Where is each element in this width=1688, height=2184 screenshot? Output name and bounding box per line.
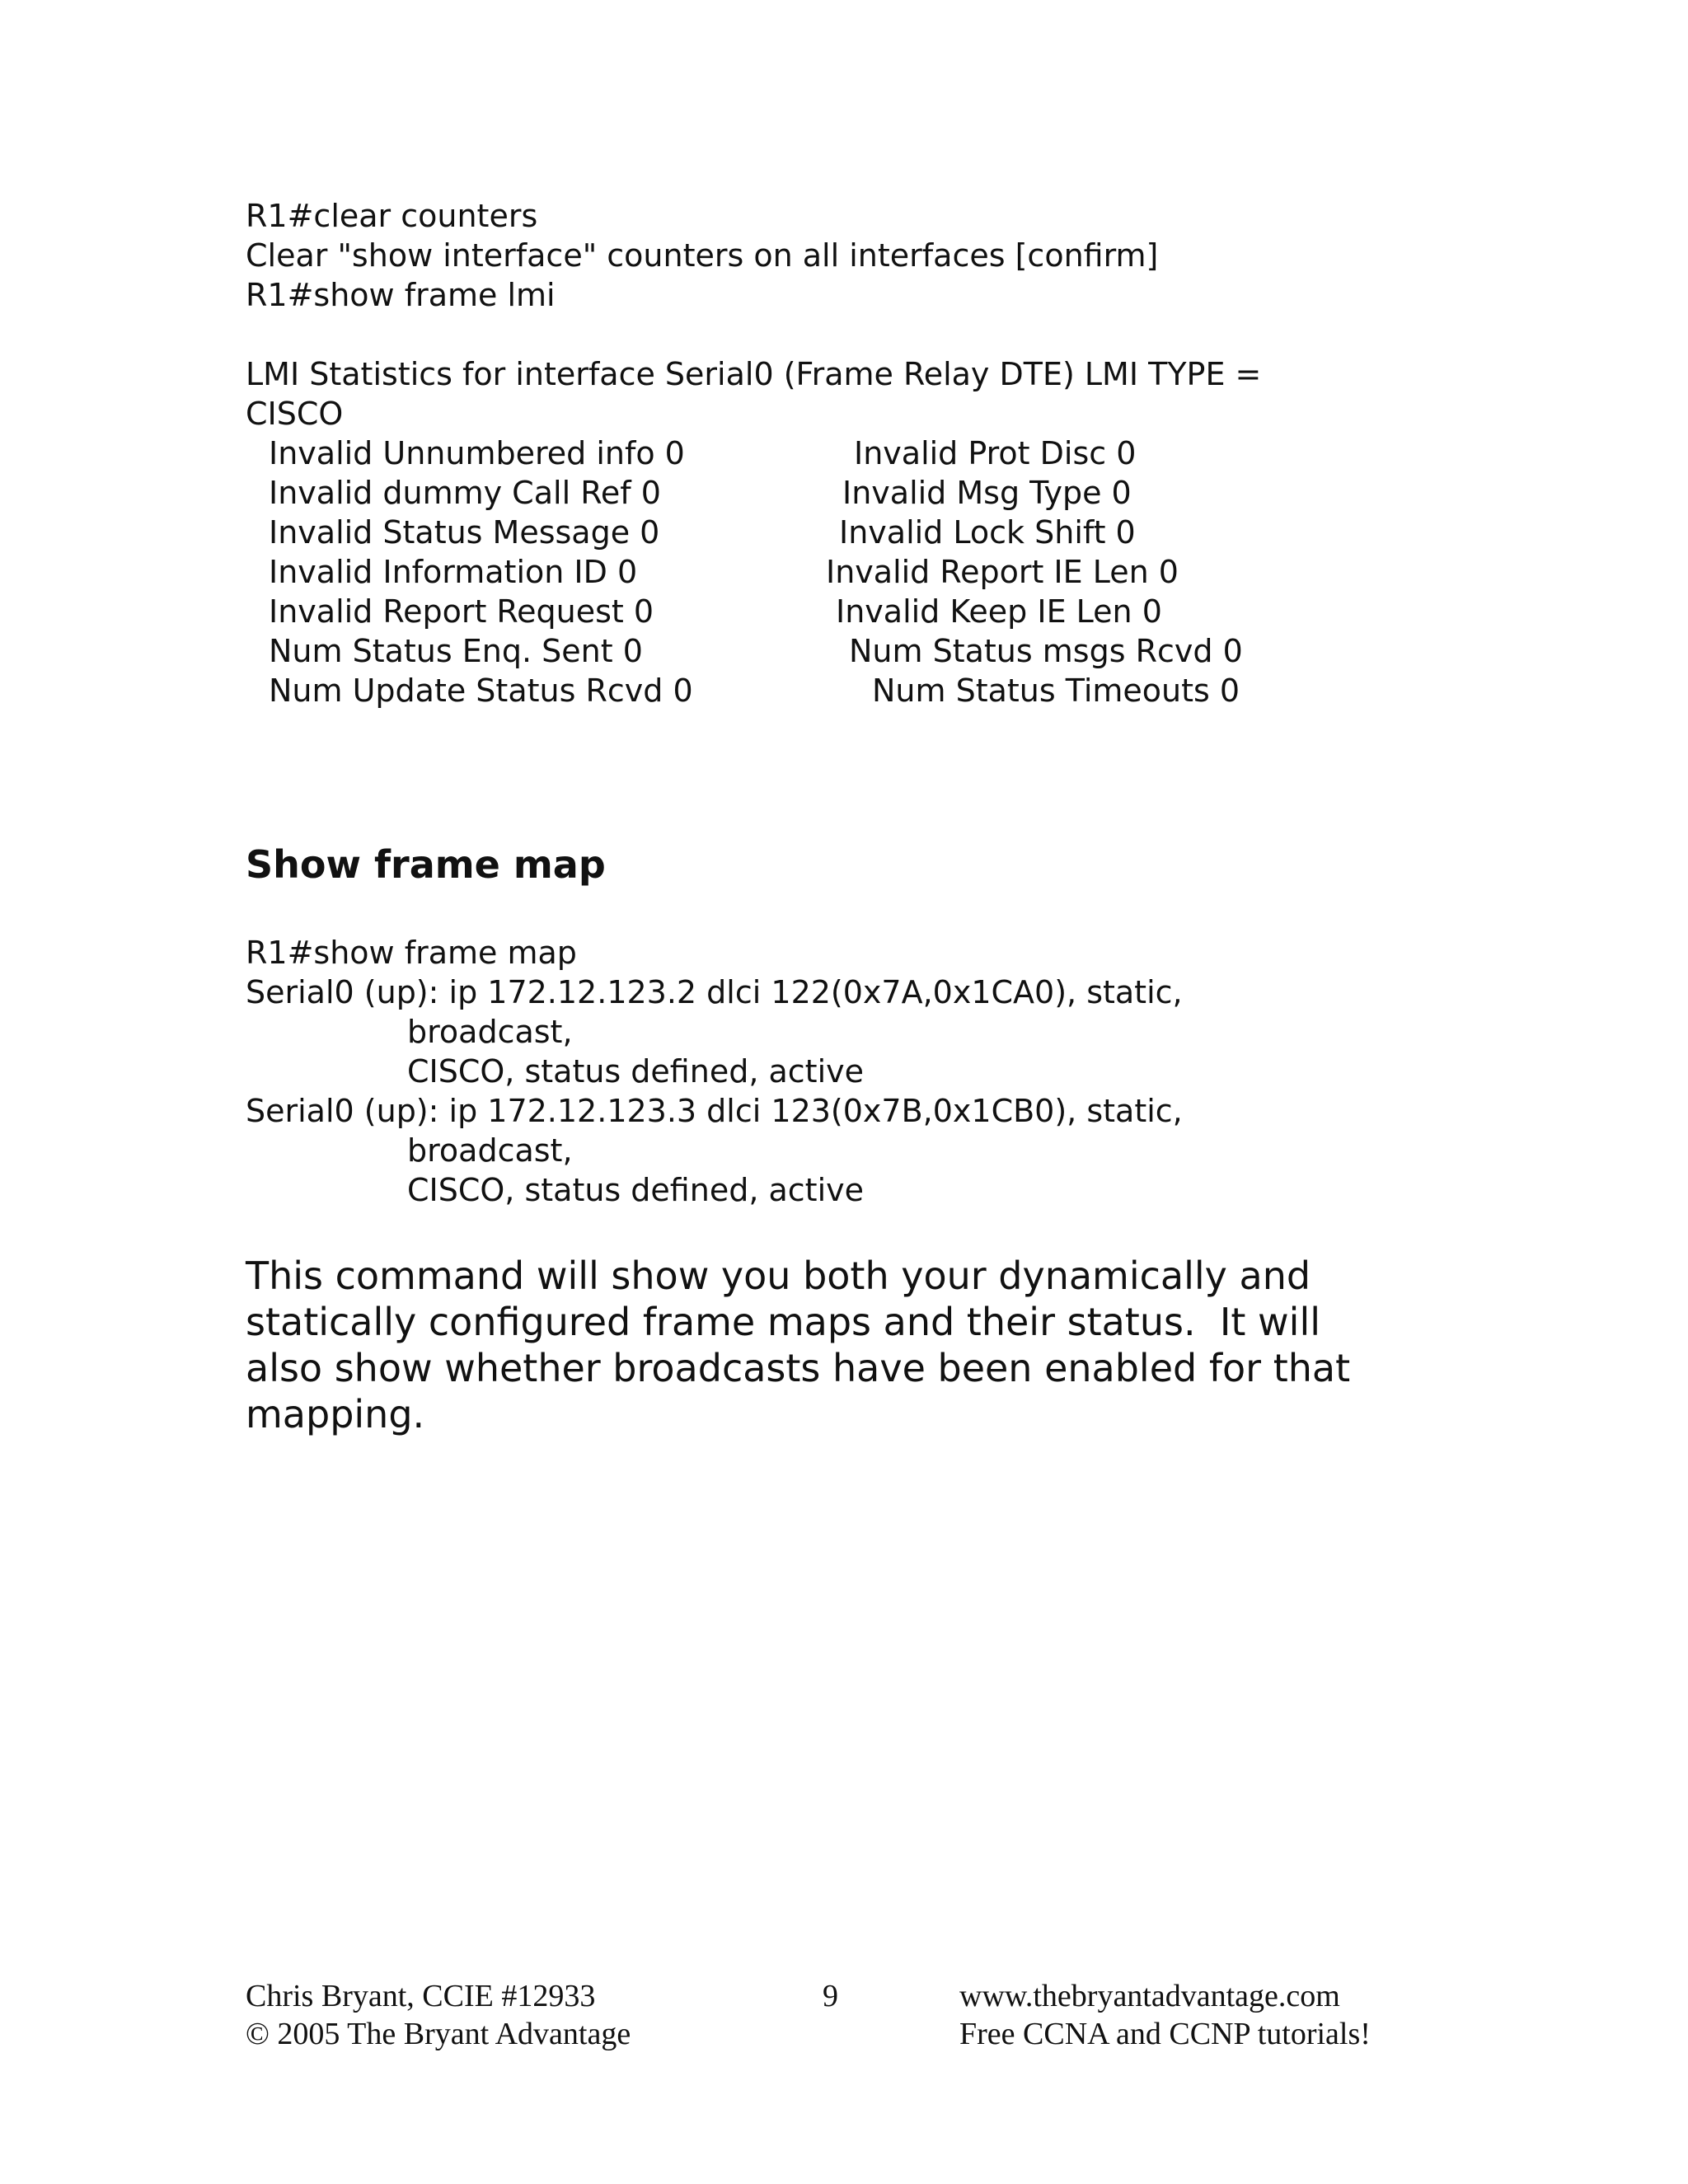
lmi-stat-left: Num Update Status Rcvd 0 [269, 673, 693, 709]
footer-copyright: © 2005 The Bryant Advantage [246, 2017, 631, 2051]
paragraph-line: statically configured frame maps and their status. It will [246, 1300, 1321, 1344]
lmi-stat-right: Invalid Keep IE Len 0 [836, 593, 1162, 630]
lmi-stat-right: Num Status msgs Rcvd 0 [849, 633, 1243, 669]
command-show-frame-lmi: R1#show frame lmi [246, 277, 556, 313]
page-number: 9 [823, 1979, 838, 2013]
lmi-stat-left: Invalid Unnumbered info 0 [269, 435, 685, 471]
section-heading: Show frame map [246, 842, 606, 887]
lmi-stat-left: Num Status Enq. Sent 0 [269, 633, 643, 669]
frame-map-entry-detail: broadcast, [407, 1132, 573, 1169]
footer-website: www.thebryantadvantage.com [959, 1979, 1340, 2013]
lmi-stat-right: Num Status Timeouts 0 [872, 673, 1240, 709]
lmi-stat-right: Invalid Report IE Len 0 [826, 554, 1179, 590]
frame-map-entry-status: CISCO, status defined, active [407, 1053, 864, 1090]
footer-author: Chris Bryant, CCIE #12933 [246, 1979, 596, 2013]
frame-map-entry-status: CISCO, status defined, active [407, 1172, 864, 1208]
lmi-stat-right: Invalid Msg Type 0 [842, 475, 1132, 511]
lmi-stat-left: Invalid Information ID 0 [269, 554, 638, 590]
footer-tagline: Free CCNA and CCNP tutorials! [959, 2017, 1371, 2051]
command-clear-counters: R1#clear counters [246, 198, 538, 234]
lmi-stat-left: Invalid Status Message 0 [269, 514, 660, 551]
lmi-header-line-2: CISCO [246, 396, 344, 432]
lmi-stat-right: Invalid Lock Shift 0 [839, 514, 1136, 551]
frame-map-entry: Serial0 (up): ip 172.12.123.3 dlci 123(0x7B,0x1CB0), static, [246, 1093, 1183, 1129]
lmi-stat-left: Invalid dummy Call Ref 0 [269, 475, 661, 511]
lmi-stat-right: Invalid Prot Disc 0 [854, 435, 1137, 471]
lmi-header-line-1: LMI Statistics for interface Serial0 (Frame Relay DTE) LMI TYPE = [246, 356, 1262, 392]
frame-map-entry-detail: broadcast, [407, 1014, 573, 1050]
paragraph-line: This command will show you both your dynamically and [246, 1254, 1311, 1298]
confirm-prompt: Clear "show interface" counters on all interfaces [confirm] [246, 237, 1159, 274]
paragraph-line: mapping. [246, 1392, 425, 1436]
lmi-stat-left: Invalid Report Request 0 [269, 593, 654, 630]
command-show-frame-map: R1#show frame map [246, 935, 577, 971]
explanation-paragraph [246, 1253, 1416, 1437]
paragraph-line: also show whether broadcasts have been enabled for that [246, 1346, 1351, 1390]
frame-map-entry: Serial0 (up): ip 172.12.123.2 dlci 122(0x7A,0x1CA0), static, [246, 974, 1183, 1010]
